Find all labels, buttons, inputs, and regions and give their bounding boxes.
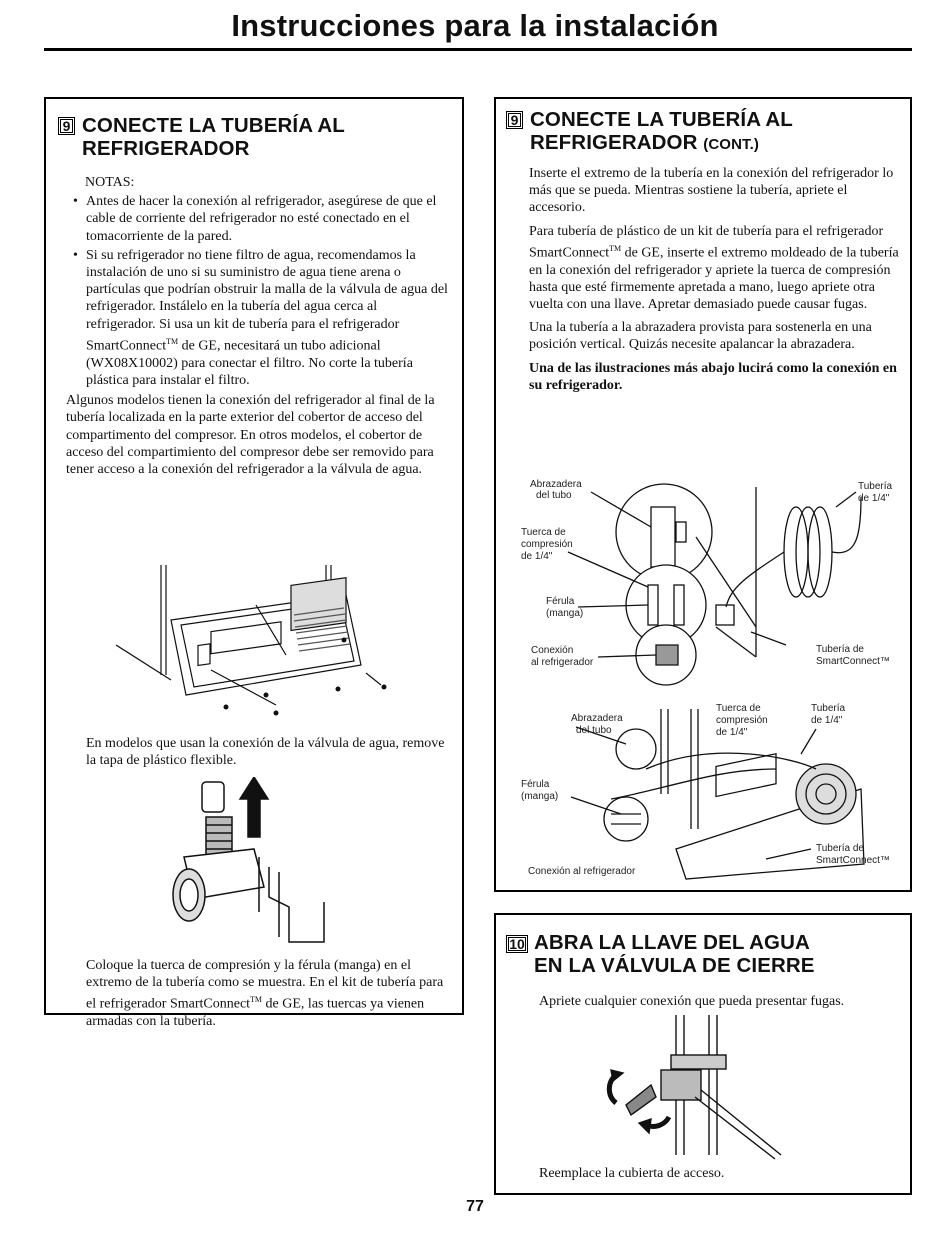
fig2-label-clamp-2: del tubo bbox=[576, 725, 612, 736]
fig-label-nut-3: de 1/4" bbox=[521, 551, 553, 562]
fig2-label-connection: Conexión al refrigerador bbox=[528, 866, 636, 877]
title-divider bbox=[44, 48, 912, 51]
fig-label-clamp-2: del tubo bbox=[536, 490, 572, 501]
step-9-paragraph: Algunos modelos tienen la conexión del refrigerador al final de la tubería localizada en la parte exterior del cobertor de acceso del compartimento del compresor. En otros modelos, el cobertor de acceso del compartimiento del compresor debe ser removido para tener acceso a la conexión del refrigerador a la válvula de agua. bbox=[66, 393, 435, 477]
fig2-label-tubing-1: Tubería bbox=[811, 703, 846, 714]
step-9-cont-body bbox=[529, 165, 899, 400]
paragraph: Inserte el extremo de la tubería en la conexión del refrigerador lo más que se pueda. Mientras sostiene la tubería, apriete el accesorio. bbox=[529, 166, 894, 216]
trademark: TM bbox=[166, 336, 179, 346]
fig-label-connection-2: al refrigerador bbox=[531, 657, 594, 668]
step-9-paragraph bbox=[86, 957, 450, 1030]
step-9-section bbox=[44, 97, 464, 1030]
step-number-badge: 9 bbox=[58, 117, 75, 135]
fig2-label-nut-3: de 1/4" bbox=[716, 727, 748, 738]
step-10-title bbox=[534, 931, 815, 977]
page-number: 77 bbox=[466, 1198, 484, 1215]
fig-label-smart-2: SmartConnect™ bbox=[816, 656, 890, 667]
trademark: TM bbox=[250, 995, 263, 1005]
step-10-title-line1: ABRA LA LLAVE DEL AGUA bbox=[534, 931, 810, 954]
note-item bbox=[69, 193, 450, 245]
paragraph-text: de GE, inserte el extremo moldeado de la tubería en la conexión del refrigerador y apriete la tuerca de compresión hasta que esté firmemente apretada a mano, luego apriete otra vuelta con una llave. Apretar demasiado puede causar fugas. bbox=[529, 245, 899, 313]
fig-label-ferrule-1: Férula bbox=[546, 596, 575, 607]
step-9-cont-title bbox=[530, 108, 793, 156]
paragraph-text: de GE, las tuercas ya vienen armadas con la tubería. bbox=[86, 997, 425, 1030]
fig-label-connection-1: Conexión bbox=[531, 645, 574, 656]
step-number-badge: 9 bbox=[506, 111, 523, 129]
step-10-paragraph: Apriete cualquier conexión que pueda presentar fugas. bbox=[539, 994, 845, 1009]
fig2-label-nut-1: Tuerca de bbox=[716, 703, 761, 714]
step-9-paragraph: En modelos que usan la conexión de la válvula de agua, remove la tapa de plástico flexible. bbox=[86, 736, 445, 769]
fig2-label-nut-2: compresión bbox=[716, 715, 768, 726]
access-cover-illustration bbox=[116, 565, 416, 730]
fig-label-clamp-1: Abrazadera bbox=[530, 479, 582, 490]
fig-label-smart-1: Tubería de bbox=[816, 644, 864, 655]
trademark: TM bbox=[609, 243, 622, 253]
title-cont: (CONT.) bbox=[703, 136, 759, 153]
notes-list bbox=[66, 193, 450, 389]
fig2-label-ferrule-1: Férula bbox=[521, 779, 550, 790]
paragraph-text: Para tubería de plástico de un kit de tubería para el refrigerador SmartConnect bbox=[529, 223, 884, 261]
step-10-section bbox=[494, 913, 912, 1195]
step-9-cont-title-line2 bbox=[530, 131, 793, 156]
fig-label-nut-2: compresión bbox=[521, 539, 573, 550]
step-9-cont-title-line1: CONECTE LA TUBERÍA AL bbox=[530, 108, 793, 131]
fig2-label-tubing-2: de 1/4" bbox=[811, 715, 843, 726]
step-9-notes bbox=[66, 174, 450, 484]
paragraph bbox=[529, 223, 899, 314]
step-9-cont-section bbox=[494, 97, 912, 892]
fig2-label-clamp-1: Abrazadera bbox=[571, 713, 623, 724]
shutoff-valve-illustration bbox=[591, 1015, 791, 1160]
fig-label-tubing-1: Tubería bbox=[858, 481, 893, 492]
step-9-title-line1: CONECTE LA TUBERÍA AL bbox=[82, 114, 345, 137]
fig-label-nut-1: Tuerca de bbox=[521, 527, 566, 538]
paragraph-bold: Una de las ilustraciones más abajo lucirá como la conexión en su refrigerador. bbox=[529, 360, 897, 393]
page-title: Instrucciones para la instalación bbox=[231, 8, 719, 43]
step-10-title-line2: EN LA VÁLVULA DE CIERRE bbox=[534, 954, 815, 977]
step-9-title bbox=[82, 114, 345, 160]
note-text: Si su refrigerador no tiene filtro de agua, recomendamos la instalación de uno si su suministro de agua tiene arena o partículas que podrían obstruir la malla de la válvula de agua del refrigerador. Instálelo en la tubería del agua cerca al refrigerador. Si usa un kit de tubería para el refrigerador SmartConnect bbox=[86, 247, 448, 354]
title-text: REFRIGERADOR bbox=[530, 131, 698, 154]
notes-label: NOTAS: bbox=[85, 175, 135, 190]
fig2-label-ferrule-2: (manga) bbox=[521, 791, 559, 802]
water-valve-illustration bbox=[164, 777, 334, 947]
paragraph: Una la tubería a la abrazadera provista para sostenerla en una posición vertical. Quizás necesite apalancar la abrazadera. bbox=[529, 320, 872, 353]
connection-illustration-2 bbox=[516, 699, 896, 884]
fig-label-tubing-2: de 1/4" bbox=[858, 493, 890, 504]
step-number-badge: 10 bbox=[506, 935, 528, 953]
note-text: de GE, necesitará un tubo adicional (WX08X10002) para conectar el filtro. No corte la tubería plástica para instalar el filtro. bbox=[86, 338, 413, 388]
note-item bbox=[69, 247, 450, 389]
step-10-paragraph: Reemplace la cubierta de acceso. bbox=[539, 1166, 725, 1181]
connection-illustration-1 bbox=[516, 477, 896, 692]
fig-label-ferrule-2: (manga) bbox=[546, 608, 584, 619]
fig2-label-smart-2: SmartConnect™ bbox=[816, 855, 890, 866]
paragraph-text: Coloque la tuerca de compresión y la férula (manga) en el extremo de la tubería como se muestra. En el kit de tubería para el refrigerador SmartConnect bbox=[86, 958, 444, 1013]
fig2-label-smart-1: Tubería de bbox=[816, 843, 864, 854]
note-text: Antes de hacer la conexión al refrigerador, asegúrese de que el cable de corriente del refrigerador no esté conectado en el tomacorriente de la pared. bbox=[86, 194, 437, 244]
step-9-title-line2: REFRIGERADOR bbox=[82, 137, 250, 160]
